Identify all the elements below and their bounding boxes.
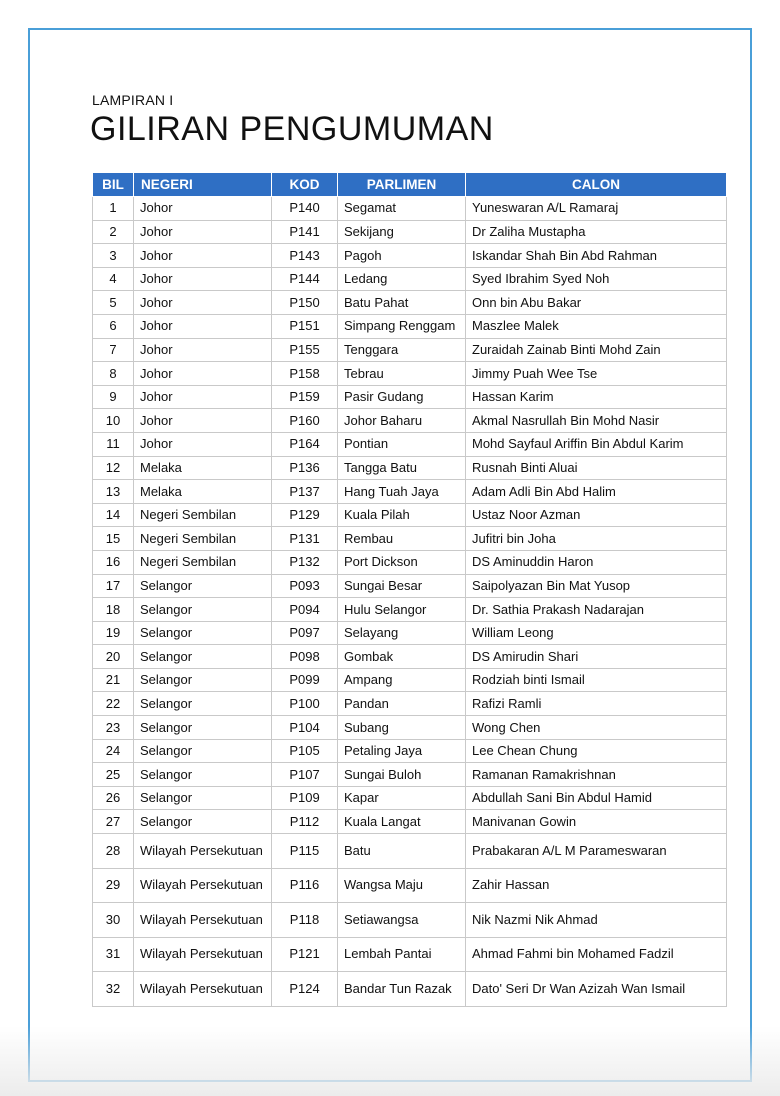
cell-bil: 12: [93, 456, 134, 480]
cell-calon: William Leong: [466, 621, 727, 645]
cell-parlimen: Batu Pahat: [338, 291, 466, 315]
cell-negeri: Selangor: [134, 716, 272, 740]
cell-calon: Mohd Sayfaul Ariffin Bin Abdul Karim: [466, 432, 727, 456]
cell-bil: 6: [93, 314, 134, 338]
table-row: [93, 786, 727, 810]
table-row: [93, 385, 727, 409]
cell-negeri: Selangor: [134, 574, 272, 598]
cell-bil: 30: [93, 903, 134, 938]
cell-kod: P093: [272, 574, 338, 598]
cell-negeri: Negeri Sembilan: [134, 527, 272, 551]
column-header-calon: CALON: [466, 173, 727, 197]
cell-kod: P121: [272, 937, 338, 972]
cell-calon: Maszlee Malek: [466, 314, 727, 338]
cell-bil: 25: [93, 763, 134, 787]
table-row: [93, 197, 727, 221]
cell-bil: 3: [93, 244, 134, 268]
cell-bil: 31: [93, 937, 134, 972]
cell-calon: Lee Chean Chung: [466, 739, 727, 763]
cell-calon: Ustaz Noor Azman: [466, 503, 727, 527]
cell-negeri: Selangor: [134, 621, 272, 645]
cell-negeri: Johor: [134, 362, 272, 386]
cell-bil: 27: [93, 810, 134, 834]
cell-negeri: Johor: [134, 409, 272, 433]
table-row: [93, 972, 727, 1007]
cell-kod: P132: [272, 550, 338, 574]
cell-kod: P144: [272, 267, 338, 291]
cell-parlimen: Petaling Jaya: [338, 739, 466, 763]
cell-parlimen: Hang Tuah Jaya: [338, 480, 466, 504]
column-header-parlimen: PARLIMEN: [338, 173, 466, 197]
cell-kod: P137: [272, 480, 338, 504]
cell-bil: 9: [93, 385, 134, 409]
cell-bil: 21: [93, 668, 134, 692]
cell-parlimen: Ledang: [338, 267, 466, 291]
candidate-table: [92, 172, 727, 1007]
cell-calon: Prabakaran A/L M Parameswaran: [466, 834, 727, 869]
cell-parlimen: Pontian: [338, 432, 466, 456]
table-row: [93, 291, 727, 315]
cell-negeri: Wilayah Persekutuan: [134, 937, 272, 972]
table-row: [93, 739, 727, 763]
cell-calon: Akmal Nasrullah Bin Mohd Nasir: [466, 409, 727, 433]
cell-negeri: Selangor: [134, 645, 272, 669]
cell-parlimen: Simpang Renggam: [338, 314, 466, 338]
cell-negeri: Johor: [134, 432, 272, 456]
column-header-bil: BIL: [93, 173, 134, 197]
table-row: [93, 314, 727, 338]
cell-kod: P124: [272, 972, 338, 1007]
cell-kod: P107: [272, 763, 338, 787]
cell-parlimen: Kuala Pilah: [338, 503, 466, 527]
cell-negeri: Johor: [134, 220, 272, 244]
cell-negeri: Selangor: [134, 598, 272, 622]
cell-parlimen: Sekijang: [338, 220, 466, 244]
cell-negeri: Negeri Sembilan: [134, 550, 272, 574]
cell-kod: P100: [272, 692, 338, 716]
cell-parlimen: Tangga Batu: [338, 456, 466, 480]
page-bottom-shadow: [0, 1026, 780, 1096]
cell-kod: P116: [272, 868, 338, 903]
cell-bil: 13: [93, 480, 134, 504]
column-header-negeri: NEGERI: [134, 173, 272, 197]
cell-kod: P155: [272, 338, 338, 362]
cell-negeri: Wilayah Persekutuan: [134, 972, 272, 1007]
cell-negeri: Johor: [134, 314, 272, 338]
cell-calon: Adam Adli Bin Abd Halim: [466, 480, 727, 504]
table-row: [93, 574, 727, 598]
cell-calon: Rodziah binti Ismail: [466, 668, 727, 692]
cell-parlimen: Port Dickson: [338, 550, 466, 574]
cell-bil: 20: [93, 645, 134, 669]
cell-calon: DS Aminuddin Haron: [466, 550, 727, 574]
cell-bil: 16: [93, 550, 134, 574]
cell-negeri: Negeri Sembilan: [134, 503, 272, 527]
cell-parlimen: Ampang: [338, 668, 466, 692]
column-header-kod: KOD: [272, 173, 338, 197]
cell-bil: 22: [93, 692, 134, 716]
cell-bil: 8: [93, 362, 134, 386]
cell-calon: Hassan Karim: [466, 385, 727, 409]
cell-kod: P164: [272, 432, 338, 456]
table-row: [93, 937, 727, 972]
cell-calon: Dr Zaliha Mustapha: [466, 220, 727, 244]
cell-negeri: Wilayah Persekutuan: [134, 868, 272, 903]
cell-negeri: Melaka: [134, 456, 272, 480]
table-row: [93, 267, 727, 291]
cell-parlimen: Kuala Langat: [338, 810, 466, 834]
table-row: [93, 668, 727, 692]
cell-calon: Onn bin Abu Bakar: [466, 291, 727, 315]
cell-kod: P158: [272, 362, 338, 386]
table-row: [93, 645, 727, 669]
table-row: [93, 550, 727, 574]
cell-bil: 29: [93, 868, 134, 903]
cell-parlimen: Rembau: [338, 527, 466, 551]
cell-parlimen: Bandar Tun Razak: [338, 972, 466, 1007]
cell-kod: P143: [272, 244, 338, 268]
cell-calon: Jufitri bin Joha: [466, 527, 727, 551]
cell-negeri: Selangor: [134, 810, 272, 834]
cell-bil: 2: [93, 220, 134, 244]
table-row: [93, 362, 727, 386]
cell-calon: Yuneswaran A/L Ramaraj: [466, 197, 727, 221]
table-row: [93, 527, 727, 551]
cell-negeri: Johor: [134, 244, 272, 268]
cell-bil: 17: [93, 574, 134, 598]
cell-parlimen: Batu: [338, 834, 466, 869]
cell-bil: 1: [93, 197, 134, 221]
table-row: [93, 409, 727, 433]
cell-kod: P104: [272, 716, 338, 740]
table-row: [93, 503, 727, 527]
cell-parlimen: Pasir Gudang: [338, 385, 466, 409]
table-row: [93, 692, 727, 716]
cell-negeri: Johor: [134, 291, 272, 315]
cell-parlimen: Wangsa Maju: [338, 868, 466, 903]
table-row: [93, 220, 727, 244]
cell-calon: Zahir Hassan: [466, 868, 727, 903]
cell-kod: P160: [272, 409, 338, 433]
cell-calon: Rafizi Ramli: [466, 692, 727, 716]
cell-bil: 7: [93, 338, 134, 362]
cell-calon: Rusnah Binti Aluai: [466, 456, 727, 480]
cell-parlimen: Lembah Pantai: [338, 937, 466, 972]
cell-kod: P136: [272, 456, 338, 480]
cell-calon: Dato' Seri Dr Wan Azizah Wan Ismail: [466, 972, 727, 1007]
cell-calon: Saipolyazan Bin Mat Yusop: [466, 574, 727, 598]
cell-kod: P115: [272, 834, 338, 869]
cell-negeri: Wilayah Persekutuan: [134, 903, 272, 938]
table-row: [93, 432, 727, 456]
table-row: [93, 621, 727, 645]
cell-bil: 15: [93, 527, 134, 551]
table-row: [93, 810, 727, 834]
cell-parlimen: Sungai Buloh: [338, 763, 466, 787]
table-row: [93, 456, 727, 480]
cell-parlimen: Kapar: [338, 786, 466, 810]
cell-kod: P150: [272, 291, 338, 315]
cell-negeri: Johor: [134, 385, 272, 409]
cell-kod: P118: [272, 903, 338, 938]
cell-kod: P094: [272, 598, 338, 622]
cell-bil: 14: [93, 503, 134, 527]
cell-bil: 4: [93, 267, 134, 291]
table-row: [93, 868, 727, 903]
cell-negeri: Selangor: [134, 786, 272, 810]
cell-calon: Zuraidah Zainab Binti Mohd Zain: [466, 338, 727, 362]
cell-kod: P097: [272, 621, 338, 645]
cell-kod: P099: [272, 668, 338, 692]
cell-parlimen: Selayang: [338, 621, 466, 645]
cell-calon: Nik Nazmi Nik Ahmad: [466, 903, 727, 938]
cell-parlimen: Tenggara: [338, 338, 466, 362]
cell-negeri: Selangor: [134, 692, 272, 716]
cell-calon: Wong Chen: [466, 716, 727, 740]
cell-bil: 5: [93, 291, 134, 315]
cell-negeri: Johor: [134, 338, 272, 362]
cell-parlimen: Setiawangsa: [338, 903, 466, 938]
cell-kod: P109: [272, 786, 338, 810]
table-body: [93, 197, 727, 1007]
cell-negeri: Melaka: [134, 480, 272, 504]
cell-bil: 32: [93, 972, 134, 1007]
cell-kod: P131: [272, 527, 338, 551]
table-row: [93, 598, 727, 622]
cell-parlimen: Pandan: [338, 692, 466, 716]
cell-calon: Manivanan Gowin: [466, 810, 727, 834]
cell-calon: Dr. Sathia Prakash Nadarajan: [466, 598, 727, 622]
cell-negeri: Johor: [134, 197, 272, 221]
cell-calon: Ahmad Fahmi bin Mohamed Fadzil: [466, 937, 727, 972]
table-row: [93, 903, 727, 938]
cell-kod: P151: [272, 314, 338, 338]
cell-calon: Abdullah Sani Bin Abdul Hamid: [466, 786, 727, 810]
cell-kod: P140: [272, 197, 338, 221]
cell-bil: 28: [93, 834, 134, 869]
cell-bil: 23: [93, 716, 134, 740]
cell-parlimen: Hulu Selangor: [338, 598, 466, 622]
table-row: [93, 834, 727, 869]
cell-negeri: Selangor: [134, 668, 272, 692]
cell-calon: Iskandar Shah Bin Abd Rahman: [466, 244, 727, 268]
table-row: [93, 338, 727, 362]
cell-bil: 19: [93, 621, 134, 645]
cell-kod: P112: [272, 810, 338, 834]
cell-calon: Syed Ibrahim Syed Noh: [466, 267, 727, 291]
cell-bil: 11: [93, 432, 134, 456]
cell-negeri: Selangor: [134, 763, 272, 787]
cell-calon: DS Amirudin Shari: [466, 645, 727, 669]
table-row: [93, 480, 727, 504]
cell-negeri: Selangor: [134, 739, 272, 763]
cell-parlimen: Sungai Besar: [338, 574, 466, 598]
cell-negeri: Wilayah Persekutuan: [134, 834, 272, 869]
cell-parlimen: Subang: [338, 716, 466, 740]
table-row: [93, 716, 727, 740]
cell-bil: 10: [93, 409, 134, 433]
page-title: GILIRAN PENGUMUMAN: [90, 110, 494, 148]
cell-negeri: Johor: [134, 267, 272, 291]
table-row: [93, 244, 727, 268]
cell-parlimen: Tebrau: [338, 362, 466, 386]
cell-parlimen: Segamat: [338, 197, 466, 221]
cell-kod: P159: [272, 385, 338, 409]
table-row: [93, 763, 727, 787]
appendix-label: LAMPIRAN I: [92, 92, 174, 108]
cell-bil: 24: [93, 739, 134, 763]
cell-parlimen: Pagoh: [338, 244, 466, 268]
cell-kod: P098: [272, 645, 338, 669]
cell-parlimen: Gombak: [338, 645, 466, 669]
cell-calon: Ramanan Ramakrishnan: [466, 763, 727, 787]
table-header-row: [93, 173, 727, 197]
cell-calon: Jimmy Puah Wee Tse: [466, 362, 727, 386]
cell-bil: 26: [93, 786, 134, 810]
cell-bil: 18: [93, 598, 134, 622]
cell-kod: P141: [272, 220, 338, 244]
cell-parlimen: Johor Baharu: [338, 409, 466, 433]
cell-kod: P129: [272, 503, 338, 527]
cell-kod: P105: [272, 739, 338, 763]
